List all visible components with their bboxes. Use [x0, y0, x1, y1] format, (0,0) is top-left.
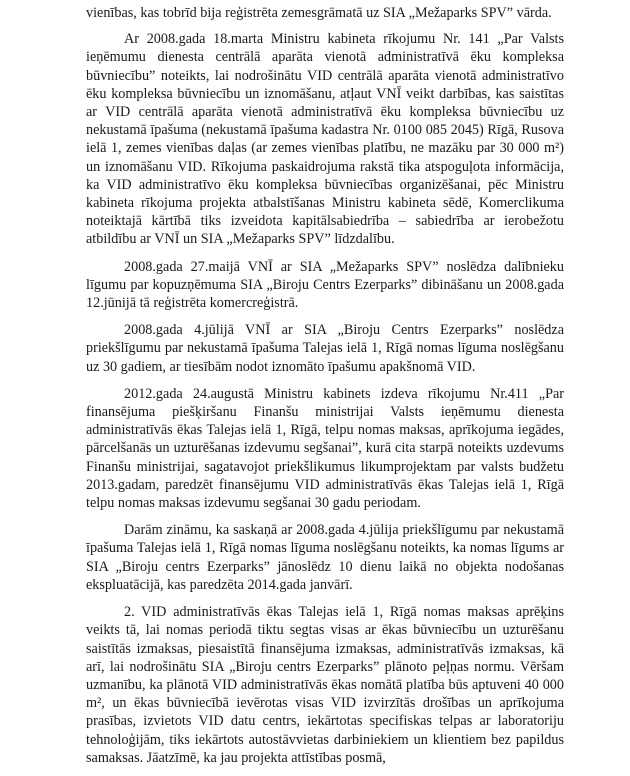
paragraph-partnership-agreement: 2008.gada 27.maijā VNĪ ar SIA „Mežaparks SPV” noslēdza dalībnieku līgumu par kopuzņēmuma SIA „Biroju Centrs Ezerparks” dibināšanu un 2008.gada 12.jūnijā tā reģistrēta komercreģistrā. — [86, 258, 564, 312]
paragraph-rent-calculation: 2. VID administratīvās ēkas Talejas ielā 1, Rīgā nomas maksas aprēķins veikts tā, lai nomas periodā tiktu segtas visas ar ēkas būvniecību un uzturēšanu saistītās izmaksas, piesaistītā finansējuma izmaksas, administratīvās izmaksas, kā arī, lai nodrošinātu SIA „Biroju centrs Ezerparks” plānoto peļņas normu. Vēršam uzmanību, ka plānotā VID administratīvās ēkas nomātā platība būs aptuveni 40 000 m², un ēkas būvniecībā ievērotas visas VID izvirzītās drošības un aprīkojuma prasības, izvietots VID datu centrs, iekārtotas specifiskas telpas ar laboratoriju tehnoloģijām, tiks iekārtots autostāvvietas darbiniekiem un klientiem bez papildus samaksas. Jāatzīmē, ka jau projekta attīstības posmā, — [86, 604, 564, 766]
paragraph-lease-deadline: Darām zināmu, ka saskaņā ar 2008.gada 4.jūlija priekšlīgumu par nekustamā īpašuma Talejas ielā 1, Rīgā nomas līguma noslēgšanu noteikts, ka nomas līgums ar SIA „Biroju centrs Ezerparks” jānoslēdz 10 dienu laikā no objekta nodošanas ekspluatācijā, kas paredzēta 2014.gada janvārī. — [86, 522, 564, 593]
paragraph-cabinet-order-411: 2012.gada 24.augustā Ministru kabinets izdeva rīkojumu Nr.411 „Par finansējuma piešķiršanu Finanšu ministrijai Valsts ieņēmumu dienesta administratīvās ēkas Talejas ielā 1, Rīgā, telpu nomas maksas, aprīkojuma iegādes, pārcelšanās un uzturēšanas izdevumu segšanai”, kurā cita starpā noteikts uzdevums Finanšu ministrijai, sagatavojot priekšlikumus likumprojektam par valsts budžetu 2013.gadam, paredzēt finansējumu VID administratīvās ēkas Talejas ielā 1, Rīgā telpu nomas maksas izdevumu segšanai 30 gadu periodam. — [86, 385, 564, 512]
paragraph-continuation: vienības, kas tobrīd bija reģistrēta zemesgrāmatā uz SIA „Mežaparks SPV” vārda. — [86, 5, 552, 21]
paragraph-pre-lease-agreement: 2008.gada 4.jūlijā VNĪ ar SIA „Biroju Centrs Ezerparks” noslēdza priekšlīgumu par nekustamā īpašuma Talejas ielā 1, Rīgā nomas līguma noslēgšanu uz 30 gadiem, ar tiesībām nodot iznomāto īpašumu apakšnomā VID. — [86, 322, 564, 375]
paragraph-cabinet-order-141: Ar 2008.gada 18.marta Ministru kabineta rīkojumu Nr. 141 „Par Valsts ieņēmumu dienesta centrālā aparāta vienotā administratīvā ēku kompleksa būvniecību” noteikts, lai nodrošinātu VID centrālā aparāta vienotā administratīvo ēku kompleksa būvniecību un iznomāšanu, atļaut VNĪ veikt darbības, kas saistītas ar VID centrālā aparāta vienotā administratīvā ēku kompleksa būvniecību uz nekustamā īpašuma (nekustamā īpašuma kadastra Nr. 0100 085 2045) Rīgā, Rusova ielā 1, zemes vienības daļas (ar zemes vienības platību, ne mazāku par 30 000 m²) un iznomāšanu VID. Rīkojuma paskaidrojuma rakstā tika atspoguļota informācija, ka VID administratīvo ēku kompleksa būvniecības organizēšanai, pēc Ministru kabineta rīkojuma projekta atbalstīšanas Ministru kabineta sēdē, Komerclikuma noteiktajā kārtībā tiks izveidota kapitālsabiedrība – sabiedrība ar ierobežotu atbildību ar VNĪ un SIA „Mežaparks SPV” līdzdalību. — [86, 31, 564, 248]
document-page — [0, 4, 630, 776]
